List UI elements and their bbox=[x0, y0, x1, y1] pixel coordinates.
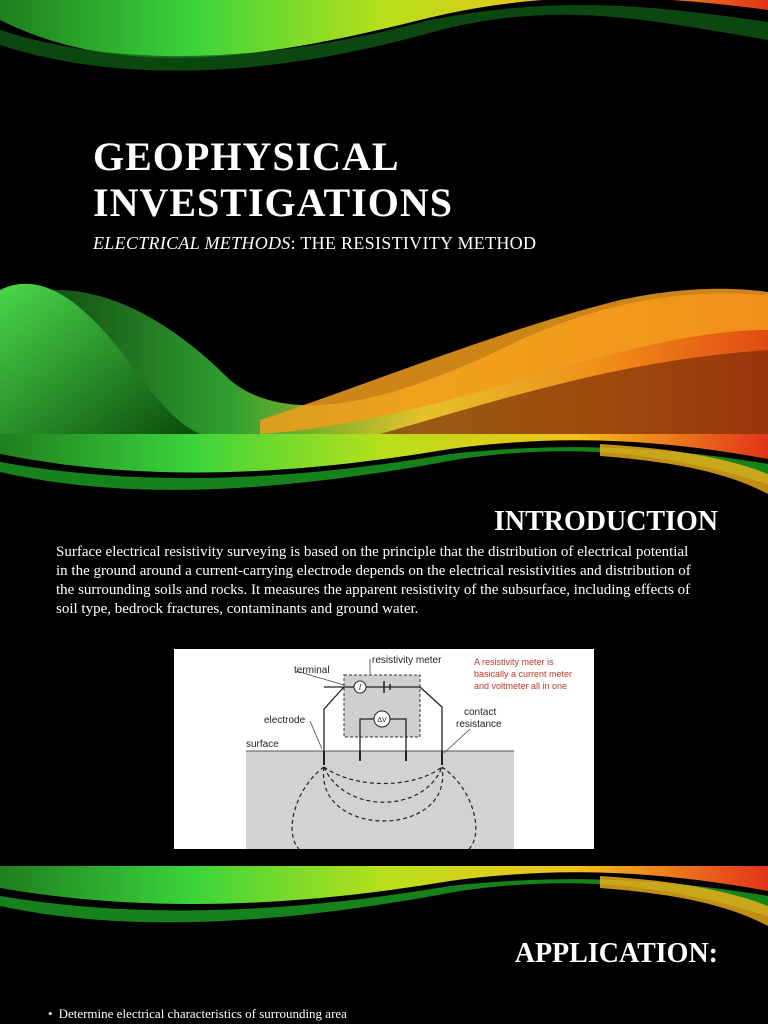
label-surface: surface bbox=[246, 739, 279, 750]
subtitle-italic: ELECTRICAL METHODS bbox=[93, 233, 291, 253]
slide-title-line-1: GEOPHYSICAL bbox=[93, 134, 400, 179]
intro-paragraph: Surface electrical resistivity surveying is based on the principle that the distribution of electrical potential in the ground around a current-carrying electrode depends on the electrical resistivities and distribution of the surrounding soils and rocks. It measures the apparent resistivity of the subsurface, including effects of soil type, bedrock fractures, contaminants and ground water. bbox=[56, 544, 691, 617]
label-resistivity-meter: resistivity meter bbox=[372, 655, 442, 666]
voltage-label: ΔV bbox=[377, 717, 387, 724]
note-line-3: and voltmeter all in one bbox=[474, 681, 568, 691]
current-label: I bbox=[358, 683, 362, 692]
label-contact: contact bbox=[464, 707, 497, 718]
label-terminal: terminal bbox=[294, 665, 330, 676]
application-slide bbox=[0, 866, 768, 1024]
introduction-slide bbox=[0, 434, 768, 866]
swoosh-decoration bbox=[0, 434, 768, 514]
label-electrode: electrode bbox=[264, 715, 306, 726]
slide-subtitle bbox=[93, 233, 536, 254]
swoosh-decoration bbox=[0, 866, 768, 946]
ground-area bbox=[246, 751, 514, 849]
label-resistance: resistance bbox=[456, 719, 502, 730]
resistivity-diagram bbox=[174, 649, 594, 849]
subtitle-rest: : THE RESISTIVITY METHOD bbox=[290, 233, 537, 253]
section-heading: INTRODUCTION bbox=[493, 506, 718, 537]
bullet-marker: • bbox=[48, 1006, 53, 1021]
title-slide bbox=[0, 0, 768, 434]
bullet-item bbox=[48, 1006, 347, 1022]
slide-title bbox=[93, 134, 453, 226]
bullet-text: Determine electrical characteristics of surrounding area bbox=[58, 1006, 347, 1021]
note-line-1: A resistivity meter is bbox=[474, 657, 554, 667]
note-line-2: basically a current meter bbox=[474, 669, 573, 679]
section-heading: APPLICATION: bbox=[514, 938, 718, 969]
slide-title-line-2: INVESTIGATIONS bbox=[93, 180, 454, 225]
